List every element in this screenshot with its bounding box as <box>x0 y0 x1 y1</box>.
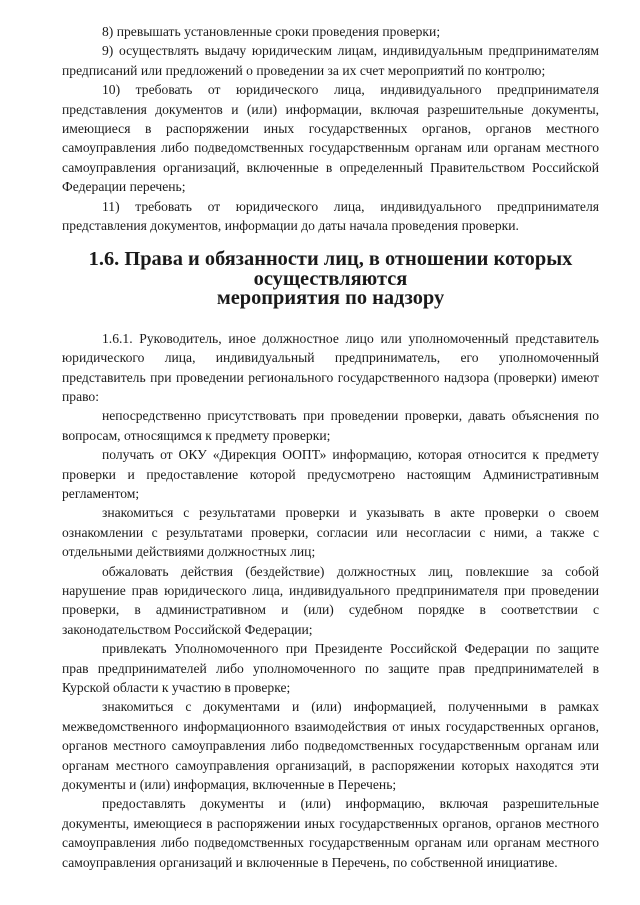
paragraph-1-6-1: 1.6.1. Руководитель, иное должностное лицо или уполномоченный представитель юридического лица, индивидуальный предприниматель, его уполномоченный представитель при проведении регионального государственного надзора (проверки) имеют право: <box>62 330 599 404</box>
paragraph-item-8: 8) превышать установленные сроки проведения проверки; <box>102 24 441 39</box>
right-receive-information: получать от ОКУ «Дирекция ООПТ» информацию, которая относится к предмету проверки и предоставление которой предусмотрено настоящим Административным регламентом; <box>62 447 599 501</box>
section-heading-line-1: 1.6. Права и обязанности лиц, в отношении которых осуществляются <box>88 248 573 290</box>
right-involve-ombudsman: привлекать Уполномоченного при Президенте Российской Федерации по защите прав предпринимателей либо уполномоченного по защите прав предпринимателей в Курской области к участию в проверке; <box>62 641 599 695</box>
right-review-documents: знакомиться с документами и (или) информацией, полученными в рамках межведомственного информационного взаимодействия от иных государственных органов, органов местного самоуправления либо подведомственных государственным органам или органам местного самоуправления организаций, в распоряжении которых находятся эти документы и (или) информация, включенные в Перечень; <box>62 699 599 793</box>
section-heading-line-2: мероприятия по надзору <box>216 287 445 310</box>
paragraph-item-11: 11) требовать от юридического лица, индивидуального предпринимателя представления документов, информации до даты начала проведения проверки. <box>62 198 599 234</box>
paragraph-item-10: 10) требовать от юридического лица, индивидуального предпринимателя представления документов и (или) информации, включая разрешительные документы, имеющиеся в распоряжении иных государственных органов, органов местного самоуправления либо подведомственных государственным органам или органам местного самоуправления организаций, включенные в определенный Правительством Российской Федерации перечень; <box>62 82 599 195</box>
paragraph-item-9: 9) осуществлять выдачу юридическим лицам, индивидуальным предпринимателям предписаний или предложений о проведении за их счет мероприятий по контролю; <box>62 43 599 78</box>
right-provide-documents: предоставлять документы и (или) информацию, включая разрешительные документы, имеющиеся в распоряжении иных государственных органов, органов местного самоуправления либо подведомственных государственным органам или органам местного самоуправления организаций и включенные в Перечень, по собственной инициативе. <box>62 796 599 870</box>
right-review-results: знакомиться с результатами проверки и указывать в акте проверки о своем ознакомлении с результатами проверки, согласии или несогласии с ними, а также с отдельными действиями должностных лиц; <box>62 505 599 560</box>
section-heading <box>62 250 599 308</box>
document-page <box>62 22 599 872</box>
right-appeal-actions: обжаловать действия (бездействие) должностных лиц, повлекшие за собой нарушение прав юридического лица, индивидуального предпринимателя при проведении проверки, в административном и (или) судебном порядке в соответствии с законодательством Российской Федерации; <box>62 563 599 637</box>
right-attend-inspection: непосредственно присутствовать при проведении проверки, давать объяснения по вопросам, относящимся к предмету проверки; <box>62 408 599 443</box>
